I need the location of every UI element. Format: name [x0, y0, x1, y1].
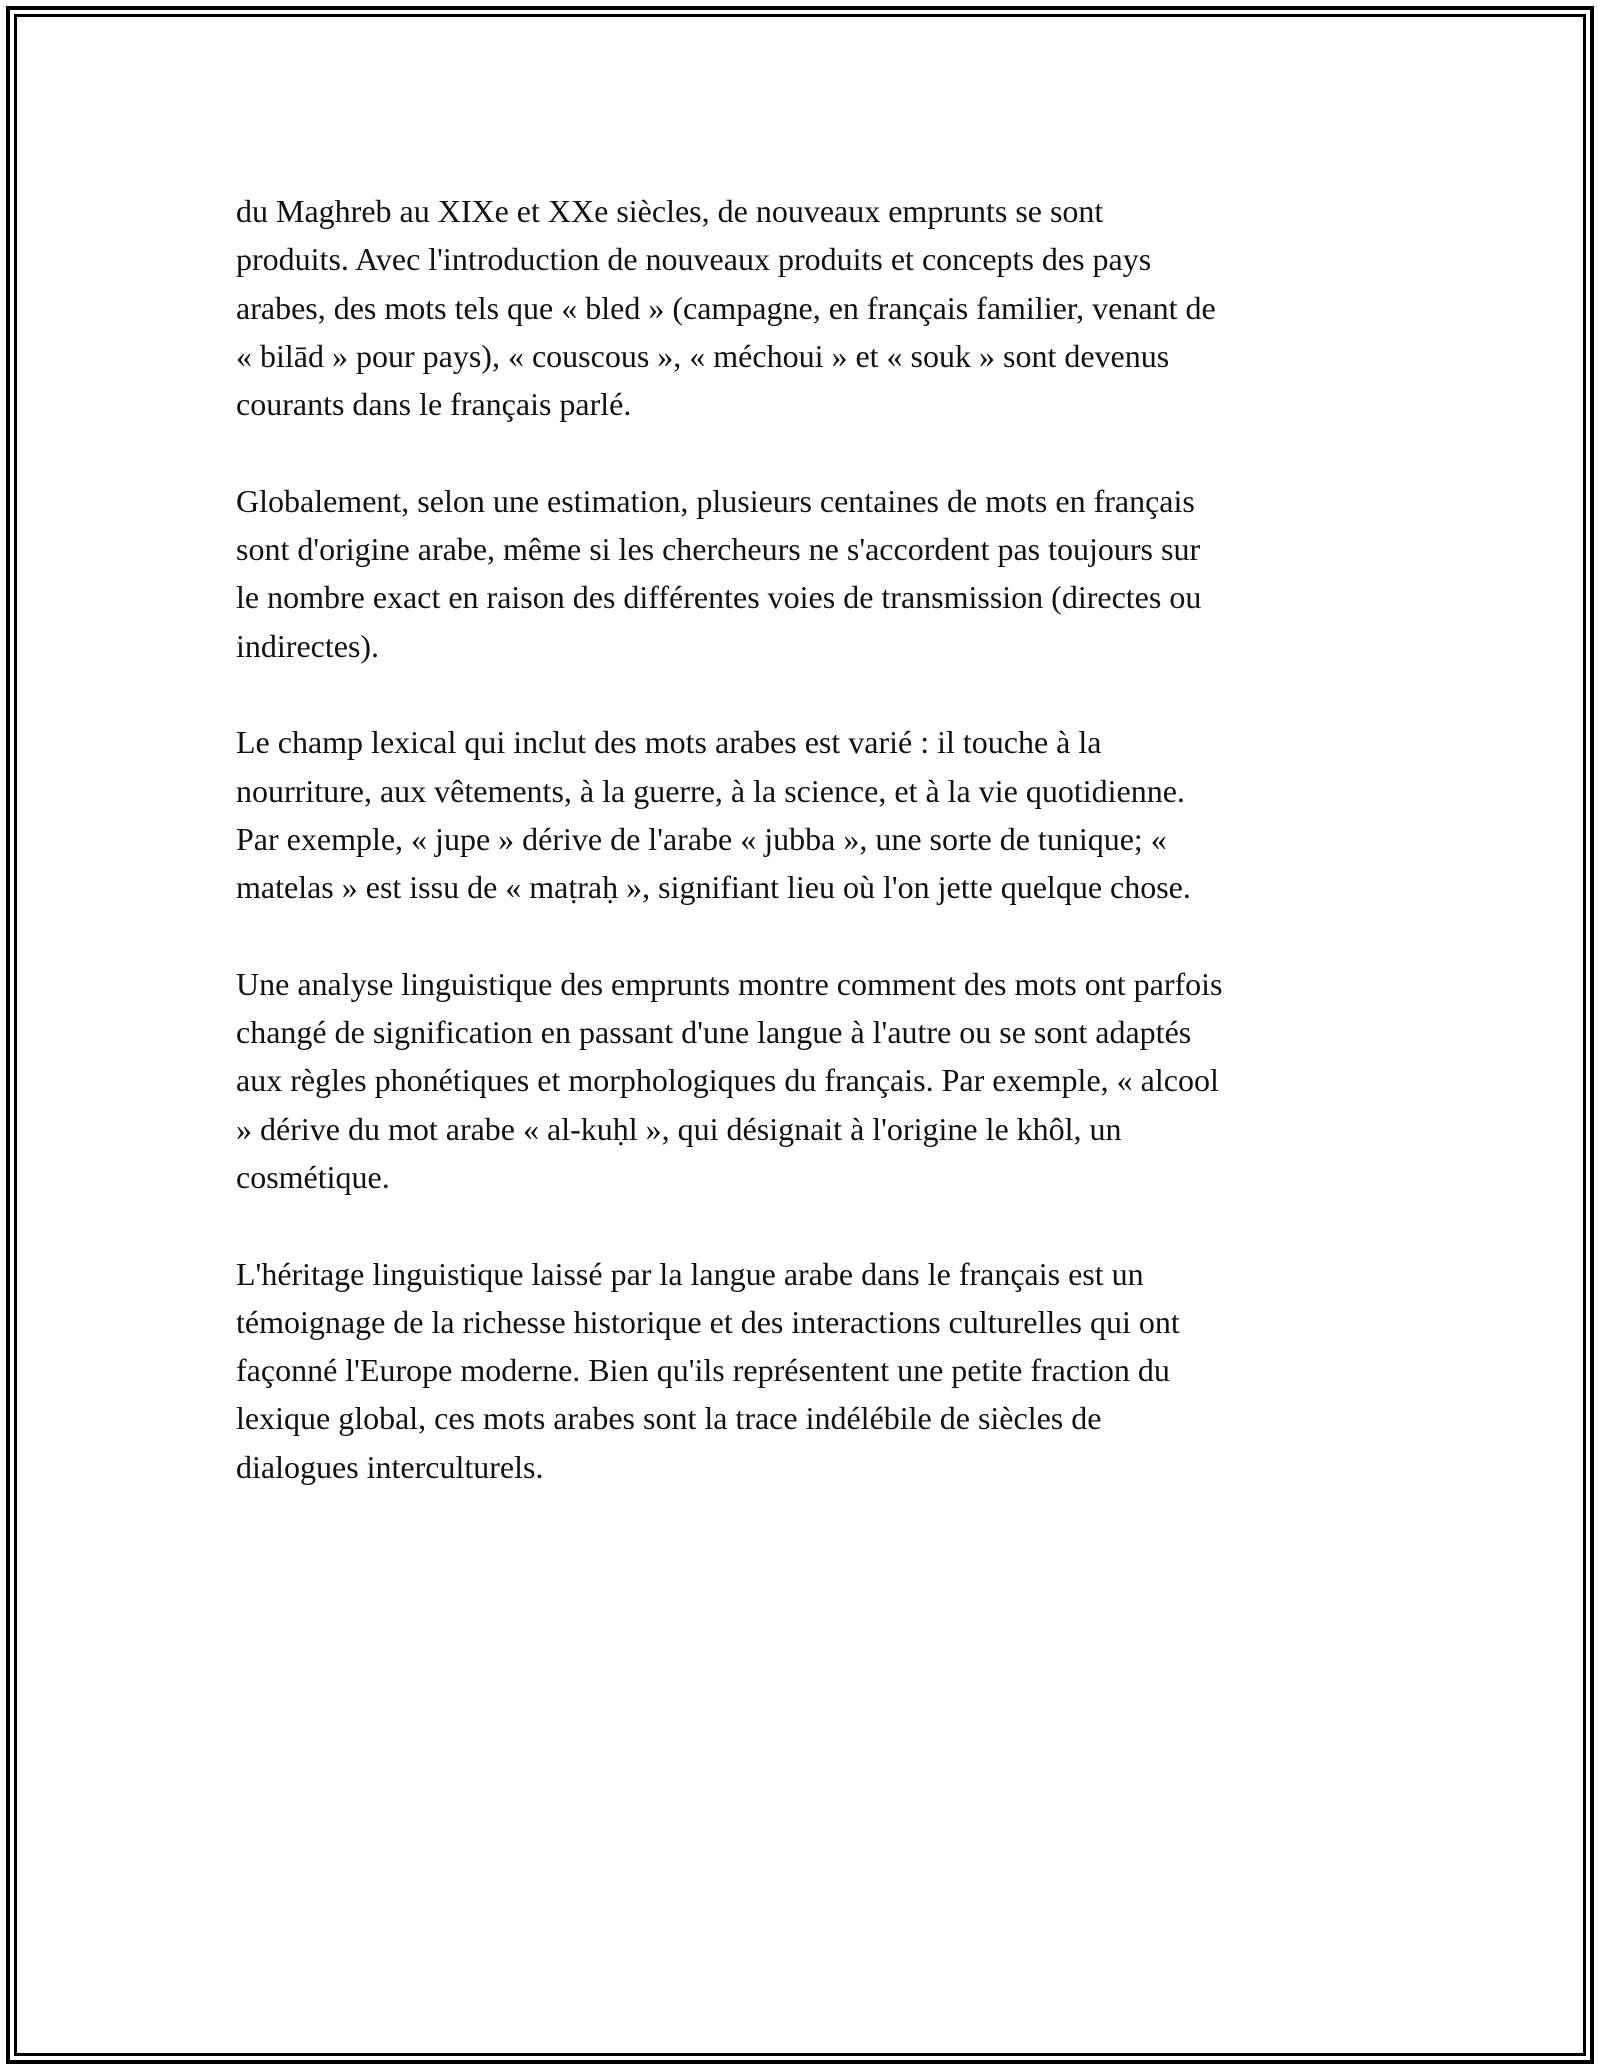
paragraph-estimation: Globalement, selon une estimation, plusieurs centaines de mots en français sont d'origine arabe, même si les chercheurs ne s'accordent pas toujours sur le nombre exact en raison des différentes voies de transmission (directes ou indirectes). — [236, 482, 1202, 664]
paragraph-linguistic-analysis: Une analyse linguistique des emprunts montre comment des mots ont parfois changé de signification en passant d'une langue à l'autre ou se sont adaptés aux règles phonétiques et morphologiques du français. Par exemple, « alcool » dérive du mot arabe « al-kuḥl », qui désignait à l'origine le khôl, un cosmétique. — [236, 965, 1223, 1195]
document-body — [236, 187, 1386, 1539]
paragraph-maghreb-borrowings: du Maghreb au XIXe et XXe siècles, de nouveaux emprunts se sont produits. Avec l'introduction de nouveaux produits et concepts des pays arabes, des mots tels que « bled » (campagne, en français familier, venant de « bilād » pour pays), « couscous », « méchoui » et « souk » sont devenus courants dans le français parlé. — [236, 193, 1216, 423]
paragraph-lexical-field: Le champ lexical qui inclut des mots arabes est varié : il touche à la nourriture, aux vêtements, à la guerre, à la science, et à la vie quotidienne. Par exemple, « jupe » dérive de l'arabe « jubba », une sorte de tunique; « matelas » est issu de « maṭraḥ », signifiant lieu où l'on jette quelque chose. — [236, 724, 1191, 906]
paragraph-heritage: L'héritage linguistique laissé par la langue arabe dans le français est un témoignage de la richesse historique et des interactions culturelles qui ont façonné l'Europe moderne. Bien qu'ils représentent une petite fraction du lexique global, ces mots arabes sont la trace indélébile de siècles de dialogues interculturels. — [236, 1255, 1180, 1485]
